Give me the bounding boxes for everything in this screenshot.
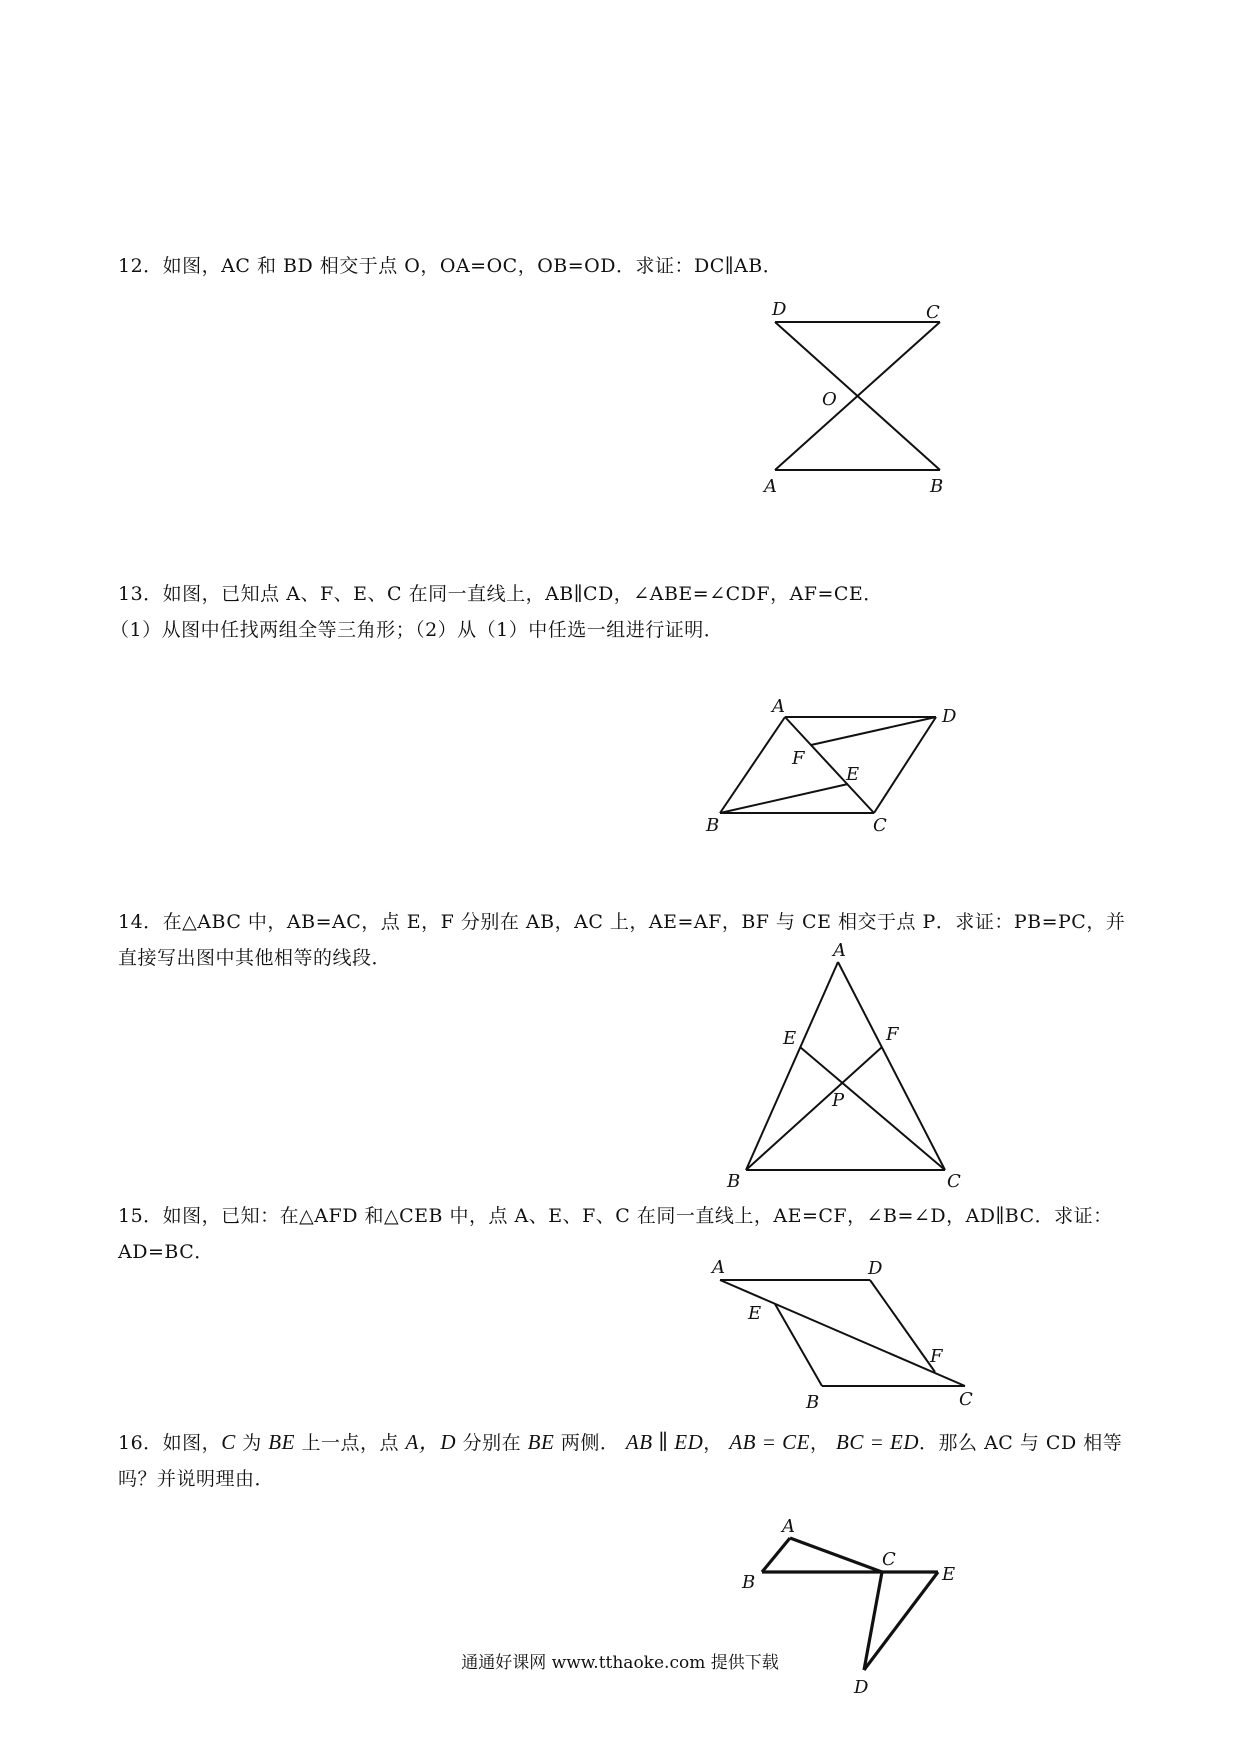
label-D: D [772, 299, 787, 320]
problem-13-line1: 13．如图，已知点 A、F、E、C 在同一直线上，AB∥CD，∠ABE=∠CDF，AF=CE． [118, 583, 883, 605]
problem-16-part-d: 分别在 [456, 1432, 528, 1454]
math-relation-bc-ed: BC = ED [836, 1430, 920, 1454]
problem-16-intro: 16．如图， [118, 1432, 222, 1454]
label-E: E [748, 1303, 762, 1324]
label-B: B [742, 1572, 756, 1593]
segment-AC [790, 1538, 882, 1572]
label-A: A [833, 940, 846, 961]
problem-15-statement: 15．如图，已知：在△AFD 和△CEB 中，点 A、E、F、C 在同一直线上，AE=CF，∠B=∠D，AD∥BC．求证：AD=BC． [118, 1205, 1113, 1263]
label-D: D [942, 706, 957, 727]
problem-16-part-c: 上一点，点 [294, 1432, 406, 1454]
label-B: B [930, 476, 944, 497]
footer-source: 通通好课网 www.tthaoke.com 提供下载 [461, 1653, 779, 1673]
math-relation-parallel: AB ∥ ED [625, 1430, 704, 1454]
label-D: D [854, 1677, 869, 1698]
label-F: F [792, 748, 805, 769]
label-A: A [712, 1257, 725, 1278]
separator-2: ， [809, 1432, 830, 1454]
math-BE-2: BE [527, 1430, 555, 1454]
label-A: A [782, 1516, 795, 1537]
label-F: F [886, 1024, 899, 1045]
label-C: C [926, 302, 940, 323]
label-E: E [783, 1028, 797, 1049]
label-E: E [942, 1564, 956, 1585]
label-C: C [873, 815, 887, 836]
problem-14-statement: 14．在△ABC 中，AB=AC，点 E，F 分别在 AB，AC 上，AE=AF，BF 与 CE 相交于点 P．求证：PB=PC，并直接写出图中其他相等的线段． [118, 911, 1126, 969]
label-P: P [832, 1090, 845, 1111]
math-BE-1: BE [268, 1430, 295, 1454]
label-A: A [772, 696, 785, 717]
label-O: O [822, 389, 837, 410]
label-B: B [806, 1392, 820, 1413]
problem-16-part-b: 为 [235, 1432, 269, 1454]
math-C: C [221, 1430, 236, 1454]
label-B: B [706, 815, 720, 836]
problem-13-line2: （1）从图中任找两组全等三角形；（2）从（1）中任选一组进行证明． [110, 619, 724, 641]
label-D: D [868, 1258, 883, 1279]
label-C: C [947, 1171, 961, 1192]
math-relation-ab-ce: AB = CE [729, 1430, 810, 1454]
label-E: E [846, 764, 860, 785]
segment-AB [762, 1538, 790, 1572]
problem-16-question: ．那么 AC 与 CD 相等吗？并说明理由． [118, 1432, 1123, 1490]
label-C: C [882, 1549, 896, 1570]
problem-16-part-e: 两侧． [554, 1432, 620, 1454]
problem-12-statement: 12．如图，AC 和 BD 相交于点 O，OA=OC，OB=OD．求证：DC∥AB． [118, 255, 783, 277]
math-A-D: A，D [405, 1430, 457, 1454]
label-F: F [930, 1346, 943, 1367]
separator-1: ， [703, 1432, 723, 1454]
page-footer [0, 1648, 1240, 1673]
label-A: A [764, 476, 777, 497]
label-C: C [959, 1389, 973, 1410]
label-B: B [727, 1171, 741, 1192]
